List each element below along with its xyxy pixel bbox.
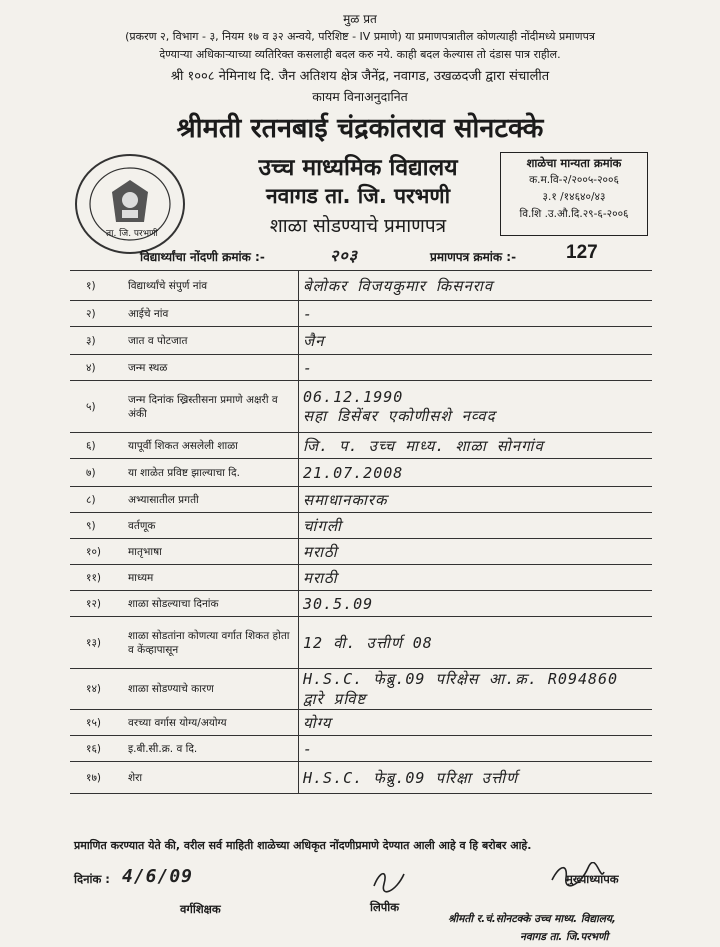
- row-number: २): [70, 301, 124, 327]
- recognition-title: शाळेचा मान्यता क्रमांक: [526, 156, 622, 170]
- row-value-text: चांगली: [303, 516, 342, 535]
- row-label: विद्यार्थ्यांचे संपुर्ण नांव: [124, 271, 299, 301]
- registration-label: विद्यार्थ्यांचा नोंदणी क्रमांक :-: [140, 250, 265, 264]
- rule-line-1: (प्रकरण २, विभाग - ३, नियम १७ व ३२ अन्वये, परिशिष्ट - IV प्रमाणे) या प्रमाणपत्रातील कोणत्याही नोंदीमध्ये प्रमाणपत्र: [125, 30, 595, 43]
- row-value-text: 06.12.1990: [303, 387, 404, 406]
- row-value-text: 12 वी. उत्तीर्ण 08: [303, 633, 433, 652]
- row-value-text-2: सहा डिसेंबर एकोणीसशे नव्वद: [303, 406, 496, 425]
- row-label: वर्तणूक: [124, 513, 299, 539]
- row-value: [299, 710, 653, 736]
- row-label: जन्म स्थळ: [124, 355, 299, 381]
- row-label: शाळा सोडतांना कोणत्या वर्गात शिकत होता व केंव्हापासून: [124, 617, 299, 669]
- document-title: शाळा सोडण्याचे प्रमाणपत्र: [269, 215, 447, 237]
- recognition-box: [500, 152, 648, 236]
- row-label: अभ्यासातील प्रगती: [124, 487, 299, 513]
- table-row: [70, 301, 652, 327]
- row-label: या शाळेत प्रविष्ट झाल्याचा दि.: [124, 459, 299, 487]
- row-value: [299, 271, 653, 301]
- row-value: [299, 762, 653, 794]
- row-label: आईचे नांव: [124, 301, 299, 327]
- row-value: [299, 591, 653, 617]
- table-row: [70, 565, 652, 591]
- table-row: [70, 459, 652, 487]
- principal-signature: [548, 862, 608, 890]
- row-value-text: जि. प. उच्च माध्य. शाळा सोनगांव: [303, 436, 544, 455]
- table-row: [70, 539, 652, 565]
- row-number: ४): [70, 355, 124, 381]
- row-label: शाळा सोडण्याचे कारण: [124, 669, 299, 710]
- recognition-line-2: ३.१ /१४६४०/४३: [542, 191, 606, 203]
- row-value: [299, 539, 653, 565]
- row-value-text: समाधानकारक: [303, 490, 388, 509]
- row-value: [299, 327, 653, 355]
- row-value-text: योग्य: [303, 713, 332, 732]
- row-number: १३): [70, 617, 124, 669]
- row-label: इ.बी.सी.क्र. व दि.: [124, 736, 299, 762]
- row-label: जन्म दिनांक ख्रिस्तीसना प्रमाणे अक्षरी व अंकी: [124, 381, 299, 433]
- row-number: १): [70, 271, 124, 301]
- row-number: ३): [70, 327, 124, 355]
- recognition-line-3: वि.शि .उ.औ.दि.२९-६-२००६: [519, 208, 629, 220]
- row-value-text: मराठी: [303, 568, 338, 587]
- table-row: [70, 669, 652, 710]
- row-label: शेरा: [124, 762, 299, 794]
- row-number: ९): [70, 513, 124, 539]
- row-label: शाळा सोडल्याचा दिनांक: [124, 591, 299, 617]
- location: नवागड ता. जि. परभणी: [265, 184, 451, 208]
- table-row: [70, 327, 652, 355]
- row-value-text: H.S.C. फेब्रु.09 परिक्षा उत्तीर्ण: [303, 768, 518, 787]
- table-row: [70, 513, 652, 539]
- table-row: [70, 355, 652, 381]
- row-value: [299, 487, 653, 513]
- certificate-table: [70, 270, 652, 794]
- row-value-text: -: [303, 304, 314, 323]
- school-logo: [72, 152, 188, 256]
- row-value: [299, 381, 653, 433]
- row-value: [299, 513, 653, 539]
- row-value: [299, 565, 653, 591]
- aid-status: कायम विनाअनुदानित: [312, 89, 408, 104]
- class-teacher-label: वर्गशिक्षक: [180, 902, 221, 916]
- row-value-text: 21.07.2008: [303, 463, 404, 482]
- row-number: ११): [70, 565, 124, 591]
- table-row: [70, 433, 652, 459]
- row-label: यापूर्वी शिकत असलेली शाळा: [124, 433, 299, 459]
- school-stamp-line-1: श्रीमती र.चं.सोनटक्के उच्च माध्य. विद्यालय,: [448, 913, 616, 925]
- row-value: [299, 736, 653, 762]
- table-row: [70, 736, 652, 762]
- rule-line-2: देण्याऱ्या अधिकाऱ्याच्या व्यतिरिक्त कसलाही बदल करु नये. काही बदल केल्यास तो दंडास पात्र राहील.: [159, 48, 561, 61]
- table-row: [70, 762, 652, 794]
- row-value-text: 30.5.09: [303, 594, 374, 613]
- row-value: [299, 669, 653, 710]
- row-number: १२): [70, 591, 124, 617]
- principal-label: मुख्याध्यापक: [566, 872, 619, 886]
- school-stamp-line-2: नवागड ता. जि.परभणी: [520, 931, 609, 943]
- row-value-text: -: [303, 358, 314, 377]
- logo-bottom-text: ता. जि. परभणी: [106, 229, 158, 239]
- row-value: [299, 433, 653, 459]
- date-label: दिनांक :: [74, 872, 110, 886]
- row-value: [299, 617, 653, 669]
- table-row: [70, 617, 652, 669]
- row-value-text: -: [303, 739, 314, 758]
- trust-line: श्री १००८ नेमिनाथ दि. जैन अतिशय क्षेत्र जैनेंद्र, नवागड, उखळदजी द्वारा संचालीत: [170, 69, 550, 84]
- copy-label: मुळ प्रत: [343, 12, 377, 26]
- row-value: [299, 459, 653, 487]
- recognition-line-1: क.म.वि-२/२००५-२००६: [529, 174, 619, 186]
- school-name: श्रीमती रतनबाई चंद्रकांतराव सोनटक्के: [176, 113, 544, 144]
- row-number: १७): [70, 762, 124, 794]
- row-label: माध्यम: [124, 565, 299, 591]
- row-value-text: जैन: [303, 331, 325, 350]
- row-number: १५): [70, 710, 124, 736]
- row-value-text: मराठी: [303, 542, 338, 561]
- school-type: उच्च माध्यमिक विद्यालय: [258, 155, 458, 181]
- row-number: ७): [70, 459, 124, 487]
- row-label: वरच्या वर्गास योग्य/अयोग्य: [124, 710, 299, 736]
- certification-statement: प्रमाणित करण्यात येते की, वरील सर्व माहिती शाळेच्या अधिकृत नोंदणीप्रमाणे देण्यात आली आहे व हि बरोबर आहे.: [74, 839, 532, 852]
- table-row: [70, 591, 652, 617]
- row-number: १०): [70, 539, 124, 565]
- row-value-text: बेलोकर विजयकुमार किसनराव: [303, 276, 494, 295]
- row-value: [299, 301, 653, 327]
- clerk-label: लिपीक: [370, 900, 400, 914]
- row-number: १४): [70, 669, 124, 710]
- row-number: ५): [70, 381, 124, 433]
- registration-number: २०३: [330, 246, 358, 265]
- certificate-number: 127: [566, 242, 598, 263]
- row-label: मातृभाषा: [124, 539, 299, 565]
- row-number: ६): [70, 433, 124, 459]
- certificate-label: प्रमाणपत्र क्रमांक :-: [430, 250, 517, 264]
- row-number: १६): [70, 736, 124, 762]
- table-row: [70, 381, 652, 433]
- row-value: [299, 355, 653, 381]
- row-number: ८): [70, 487, 124, 513]
- table-row: [70, 710, 652, 736]
- clerk-signature: [370, 866, 410, 894]
- row-label: जात व पोटजात: [124, 327, 299, 355]
- row-value-text: H.S.C. फेब्रु.09 परिक्षेस आ.क्र. R094860 द्वारे प्रविष्ट: [303, 670, 619, 708]
- table-row: [70, 271, 652, 301]
- date-value: 4/6/09: [122, 866, 194, 887]
- table-row: [70, 487, 652, 513]
